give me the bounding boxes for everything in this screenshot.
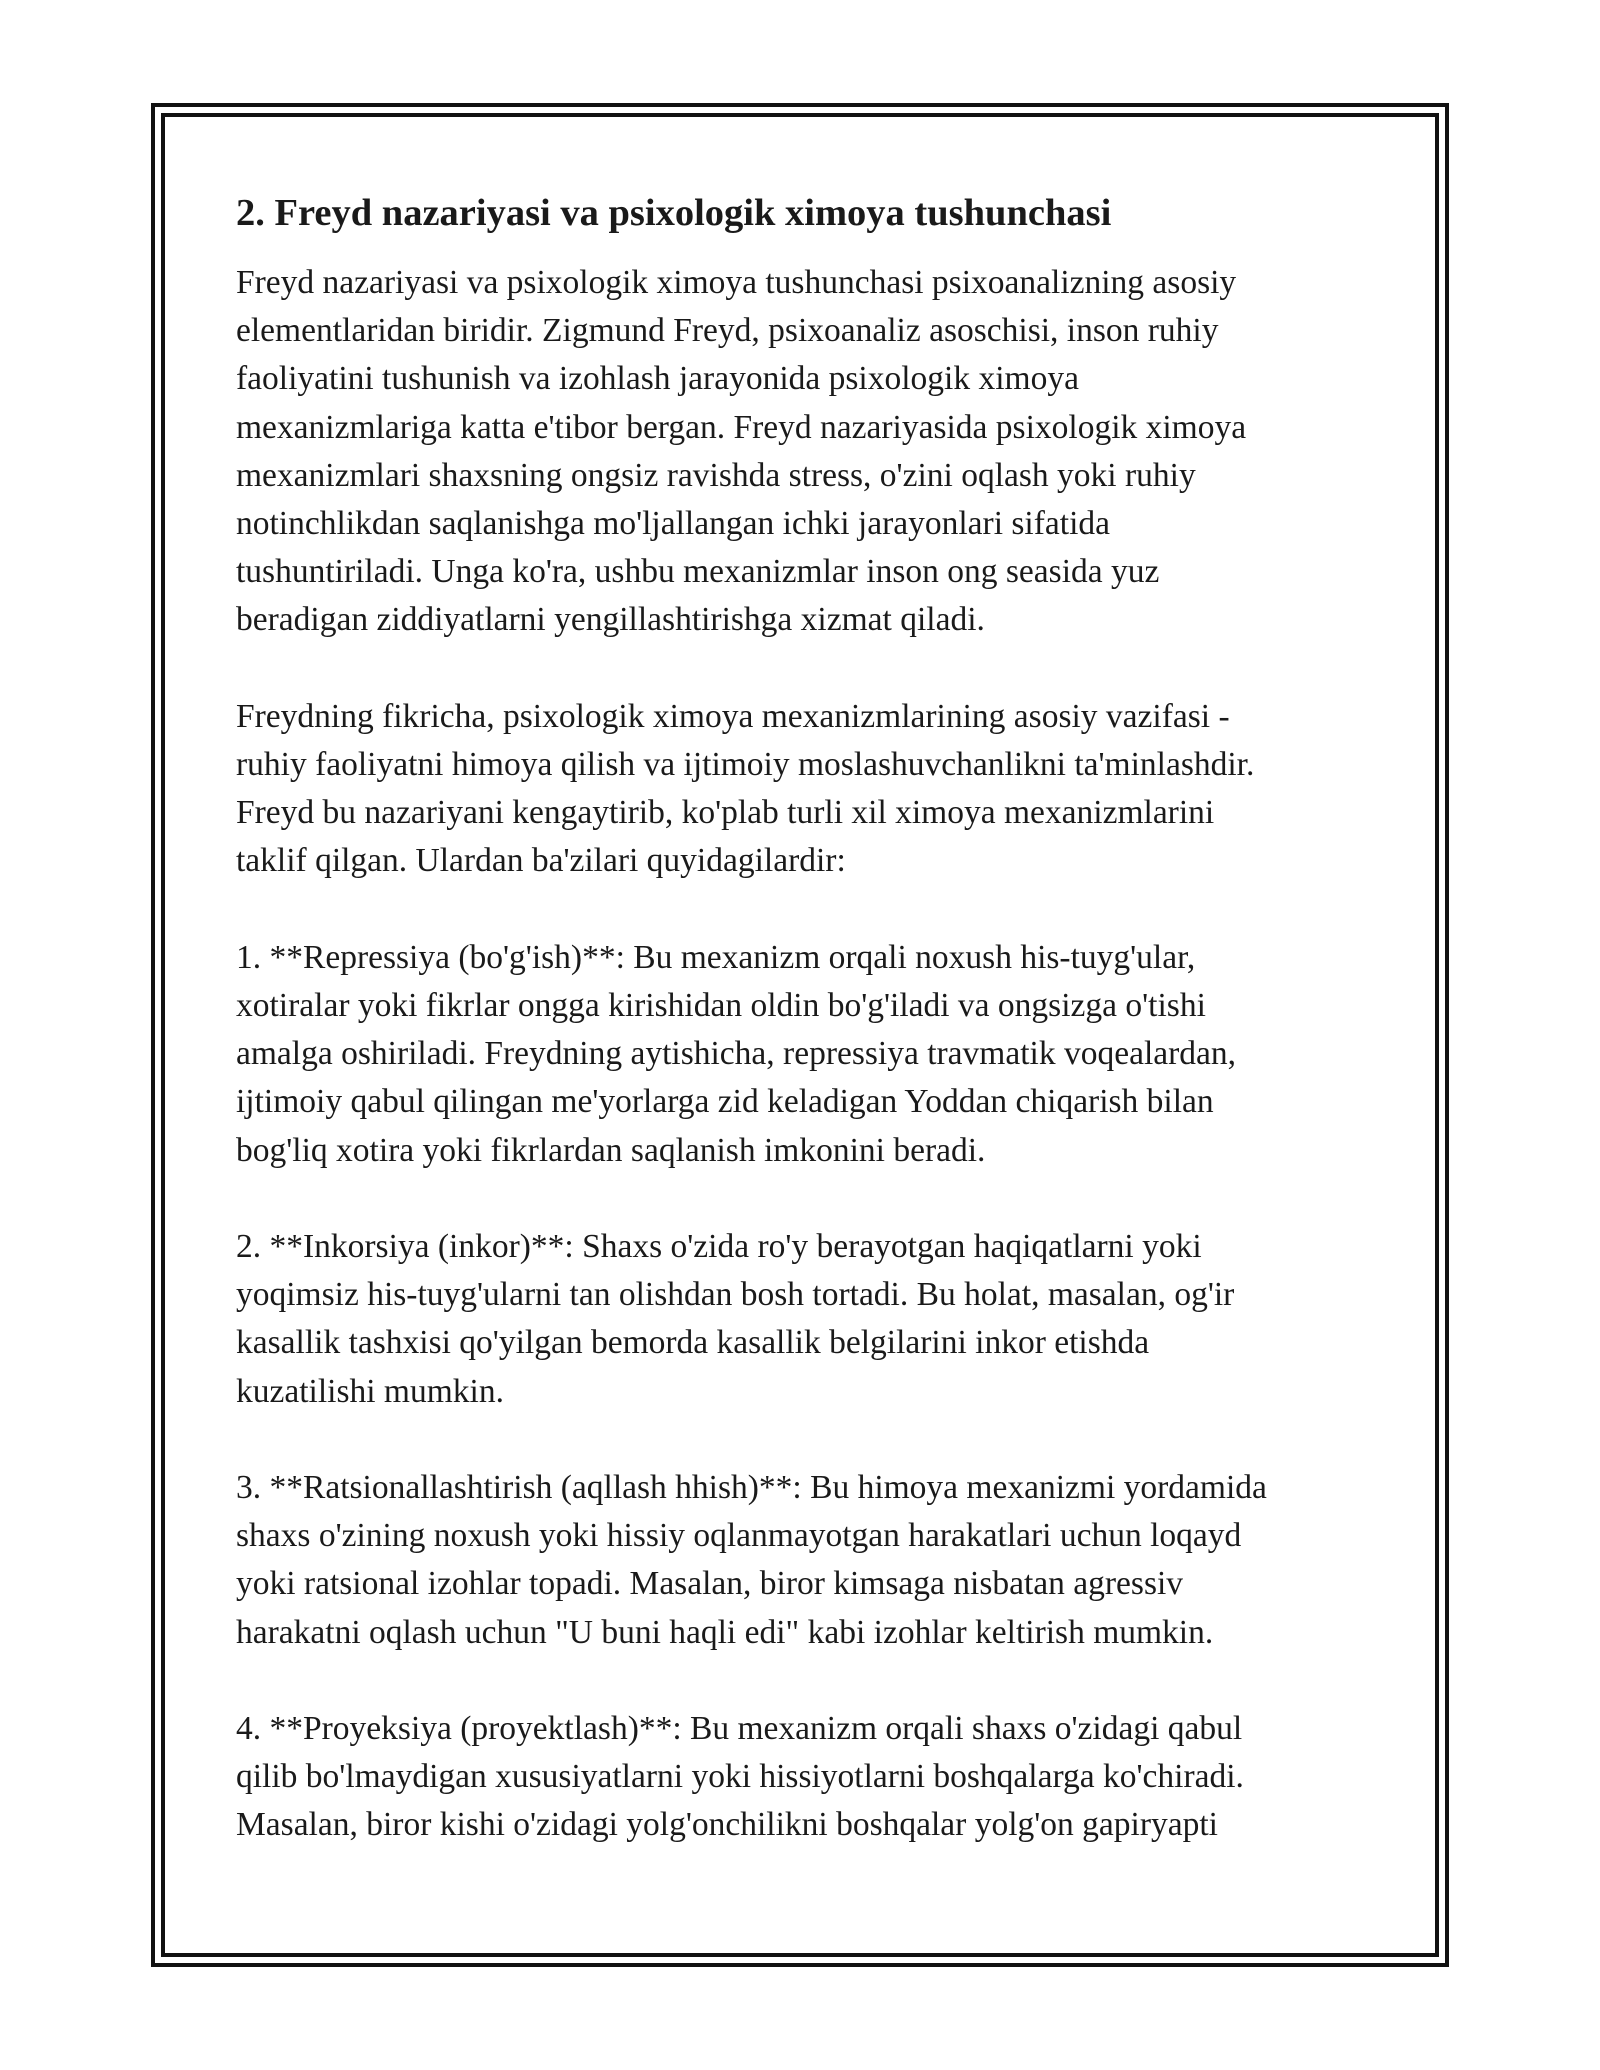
text-line: Freyd bu nazariyani kengaytirib, ko'plab turli xil ximoya mexanizmlarini — [236, 794, 1215, 832]
text-line: ijtimoiy qabul qilingan me'yorlarga zid keladigan Yoddan chiqarish bilan — [236, 1083, 1214, 1121]
paragraph-denial — [236, 1223, 1386, 1416]
text-line: 1. **Repressiya (bo'g'ish)**: Bu mexanizm orqali noxush his-tuyg'ular, — [236, 938, 1196, 976]
text-line: elementlaridan biridir. Zigmund Freyd, psixoanaliz asoschisi, inson ruhiy — [236, 312, 1219, 350]
text-line: taklif qilgan. Ulardan ba'zilari quyidagilardir: — [236, 842, 846, 880]
paragraph-rationalization — [236, 1464, 1386, 1657]
text-line: bog'liq xotira yoki fikrlardan saqlanish imkonini beradi. — [236, 1131, 986, 1169]
text-line: ruhiy faoliyatni himoya qilish va ijtimoiy moslashuvchanlikni ta'minlashdir. — [236, 746, 1255, 784]
text-line: Freydning fikricha, psixologik ximoya mexanizmlarining asosiy vazifasi - — [236, 697, 1230, 735]
text-line: Masalan, biror kishi o'zidagi yolg'onchilikni boshqalar yolg'on gapiryapti — [236, 1806, 1218, 1844]
text-line: notinchlikdan saqlanishga mo'ljallangan ichki jarayonlari sifatida — [236, 505, 1110, 543]
text-line: shaxs o'zining noxush yoki hissiy oqlanmayotgan harakatlari uchun loqayd — [236, 1517, 1242, 1555]
paragraph-repression — [236, 934, 1386, 1175]
text-line: faoliyatini tushunish va izohlash jarayonida psixologik ximoya — [236, 360, 1079, 398]
text-line: yoki ratsional izohlar topadi. Masalan, biror kimsaga nisbatan agressiv — [236, 1565, 1184, 1603]
text-line: 2. **Inkorsiya (inkor)**: Shaxs o'zida ro'y berayotgan haqiqatlarni yoki — [236, 1228, 1202, 1266]
text-line: xotiralar yoki fikrlar ongga kirishidan oldin bo'g'iladi va ongsizga o'tishi — [236, 987, 1206, 1025]
text-line: Freyd nazariyasi va psixologik ximoya tushunchasi psixoanalizning asosiy — [236, 264, 1237, 301]
text-line: qilib bo'lmaydigan xususiyatlarni yoki hissiyotlarni boshqalarga ko'chiradi. — [236, 1758, 1244, 1796]
document-body — [236, 188, 1386, 1898]
text-line: kuzatilishi mumkin. — [236, 1372, 504, 1410]
paragraph-projection — [236, 1705, 1386, 1850]
text-line: kasallik tashxisi qo'yilgan bemorda kasallik belgilarini inkor etishda — [236, 1324, 1150, 1362]
text-line: 3. **Ratsionallashtirish (aqllash hhish)**: Bu himoya mexanizmi yordamida — [236, 1469, 1267, 1507]
text-line: beradigan ziddiyatlarni yengillashtirishga xizmat qiladi. — [236, 601, 985, 639]
text-line: mexanizmlariga katta e'tibor bergan. Freyd nazariyasida psixologik ximoya — [236, 408, 1247, 446]
text-line: yoqimsiz his-tuyg'ularni tan olishdan bosh tortadi. Bu holat, masalan, og'ir — [236, 1276, 1235, 1314]
text-line: tushuntiriladi. Unga ko'ra, ushbu mexanizmlar inson ong seasida yuz — [236, 553, 1160, 591]
text-line: harakatni oqlash uchun "U buni haqli edi" kabi izohlar keltirish mumkin. — [236, 1613, 1214, 1651]
text-line: 4. **Proyeksiya (proyektlash)**: Bu mexanizm orqali shaxs o'zidagi qabul — [236, 1710, 1243, 1748]
section-heading: 2. Freyd nazariyasi va psixologik ximoya tushunchasi — [236, 192, 1112, 234]
text-line: mexanizmlari shaxsning ongsiz ravishda stress, o'zini oqlash yoki ruhiy — [236, 456, 1196, 494]
paragraph-intro — [236, 259, 1386, 645]
text-line: amalga oshiriladi. Freydning aytishicha, repressiya travmatik voqealardan, — [236, 1035, 1237, 1073]
paragraph-functions — [236, 693, 1386, 886]
